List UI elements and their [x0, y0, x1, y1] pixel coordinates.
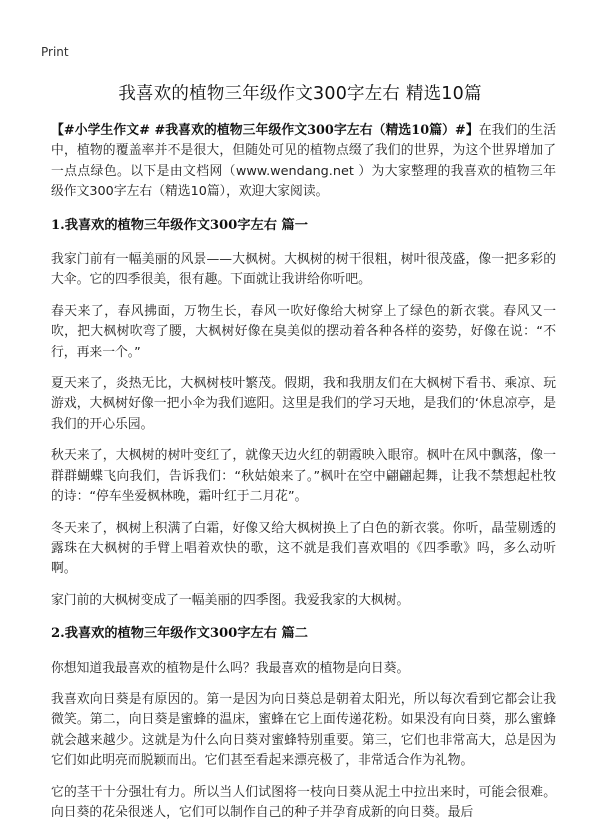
section2-paragraph: 它的茎干十分强壮有力。所以当人们试图将一枝向日葵从泥土中拉出来时，可能会很难。向日葵的花朵很迷人，它们可以制作自己的种子并孕育成新的向日葵。最后	[51, 784, 556, 820]
section1-paragraph: 冬天来了，枫树上积满了白霜，好像又给大枫树换上了白色的新衣裳。你听，晶莹剔透的露珠在大枫树的手臂上唱着欢快的歌，这不就是我们喜欢唱的《四季歌》吗，多么动听啊。	[51, 520, 556, 577]
section1-paragraph: 秋天来了，大枫树的树叶变红了，就像天边火红的朝霞映入眼帘。枫叶在风中飘落，像一群群蝴蝶飞向我们，告诉我们：“秋姑娘来了。”枫叶在空中翩翩起舞，让我不禁想起杜牧的诗：“停车坐爱枫林晚，霜叶红于二月花”。	[51, 448, 556, 505]
section1-paragraph: 我家门前有一幅美丽的风景——大枫树。大枫树的树干很粗，树叶很茂盛，像一把多彩的大伞。它的四季很美，很有趣。下面就让我讲给你听吧。	[51, 252, 556, 288]
intro-paragraph	[51, 121, 556, 203]
section-heading-2: 2.我喜欢的植物三年级作文300字左右 篇二	[51, 626, 308, 642]
intro-tag: 【#小学生作文# #我喜欢的植物三年级作文300字左右（精选10篇）#】	[51, 123, 479, 138]
section1-paragraph: 家门前的大枫树变成了一幅美丽的四季图。我爱我家的大枫树。	[51, 592, 410, 608]
article-body	[51, 121, 556, 834]
section1-paragraph: 夏天来了，炎热无比，大枫树枝叶繁茂。假期，我和我朋友们在大枫树下看书、乘凉、玩游戏，大枫树好像一把小伞为我们遮阳。这里是我们的学习天地，是我们的‘休息凉亭，是我们的开心乐园。	[51, 376, 556, 432]
section2-paragraph: 我喜欢向日葵是有原因的。第一是因为向日葵总是朝着太阳光，所以每次看到它都会让我微笑。第二，向日葵是蜜蜂的温床，蜜蜂在它上面传递花粉。如果没有向日葵，那么蜜蜂就会越来越少。这就是为什么向日葵对蜜蜂特别重要。第三，它们也非常高大，总是因为它们如此明亮而脱颖而出。它们甚至看起来漂亮极了，非常适合作为礼物。	[51, 691, 556, 769]
section2-paragraph: 你想知道我最喜欢的植物是什么吗？我最喜欢的植物是向日葵。	[51, 660, 410, 676]
section1-paragraph: 春天来了，春风拂面，万物生长，春风一吹好像给大树穿上了绿色的新衣裳。春风又一吹，把大枫树吹弯了腰，大枫树好像在臭美似的摆动着各种各样的姿势，好像在说：“不行，再来一个。”	[51, 303, 556, 360]
page-title: 我喜欢的植物三年级作文300字左右 精选10篇	[118, 84, 482, 104]
print-link[interactable]: Print	[41, 45, 69, 59]
section-heading-1: 1.我喜欢的植物三年级作文300字左右 篇一	[51, 217, 308, 233]
intro-text: 在我们的生活中，植物的覆盖率并不是很大，但随处可见的植物点缀了我们的世界，为这个世界增加了一点点绿色。以下是由文档网（www.wendang.net ）为大家整理的我喜欢的植物三年级作文300字左右（精选10篇），欢迎大家阅读。	[51, 123, 556, 200]
